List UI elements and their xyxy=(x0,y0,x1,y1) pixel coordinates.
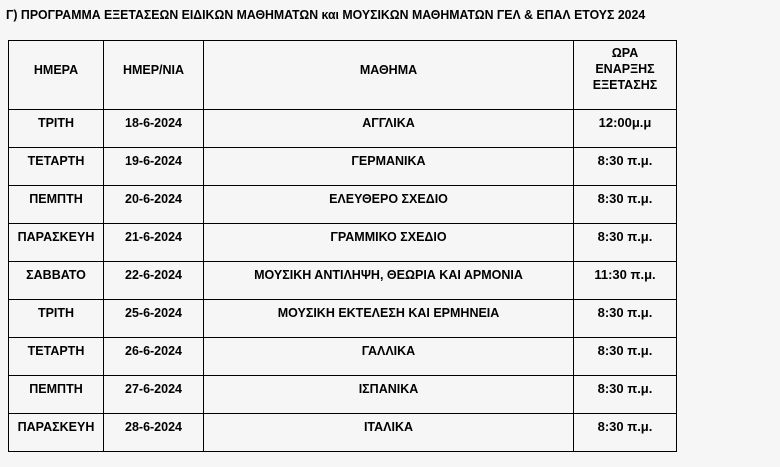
cell-date: 26-6-2024 xyxy=(104,338,204,376)
cell-subject: ΑΓΓΛΙΚΑ xyxy=(204,110,574,148)
cell-subject: ΓΡΑΜΜΙΚΟ ΣΧΕΔΙΟ xyxy=(204,224,574,262)
table-row xyxy=(9,300,677,338)
table-row xyxy=(9,262,677,300)
cell-start-time: 8:30 π.μ. xyxy=(574,376,677,414)
cell-day: ΤΡΙΤΗ xyxy=(9,300,104,338)
cell-start-time: 8:30 π.μ. xyxy=(574,186,677,224)
cell-day: ΠΑΡΑΣΚΕΥΗ xyxy=(9,414,104,452)
cell-subject: ΓΑΛΛΙΚΑ xyxy=(204,338,574,376)
cell-day: ΤΕΤΑΡΤΗ xyxy=(9,148,104,186)
cell-start-time: 11:30 π.μ. xyxy=(574,262,677,300)
table-row xyxy=(9,148,677,186)
table-row xyxy=(9,110,677,148)
cell-start-time: 8:30 π.μ. xyxy=(574,414,677,452)
header-date: ΗΜΕΡ/ΝΙΑ xyxy=(104,41,204,110)
table-row xyxy=(9,376,677,414)
cell-date: 27-6-2024 xyxy=(104,376,204,414)
table-row xyxy=(9,224,677,262)
cell-date: 20-6-2024 xyxy=(104,186,204,224)
header-start-time-line2: ΕΝΑΡΞΗΣ xyxy=(595,62,655,76)
exam-schedule-table xyxy=(8,40,677,452)
cell-date: 28-6-2024 xyxy=(104,414,204,452)
cell-start-time: 8:30 π.μ. xyxy=(574,338,677,376)
table-row xyxy=(9,338,677,376)
cell-subject: ΙΤΑΛΙΚΑ xyxy=(204,414,574,452)
cell-subject: ΕΛΕΥΘΕΡΟ ΣΧΕΔΙΟ xyxy=(204,186,574,224)
cell-day: ΤΡΙΤΗ xyxy=(9,110,104,148)
table-row xyxy=(9,414,677,452)
cell-start-time: 8:30 π.μ. xyxy=(574,148,677,186)
cell-subject: ΜΟΥΣΙΚΗ ΕΚΤΕΛΕΣΗ ΚΑΙ ΕΡΜΗΝΕΙΑ xyxy=(204,300,574,338)
header-start-time-line1: ΩΡΑ xyxy=(611,46,639,60)
cell-subject: ΜΟΥΣΙΚΗ ΑΝΤΙΛΗΨΗ, ΘΕΩΡΙΑ ΚΑΙ ΑΡΜΟΝΙΑ xyxy=(204,262,574,300)
cell-date: 21-6-2024 xyxy=(104,224,204,262)
cell-start-time: 8:30 π.μ. xyxy=(574,224,677,262)
cell-date: 25-6-2024 xyxy=(104,300,204,338)
header-start-time xyxy=(574,41,677,110)
table-row xyxy=(9,186,677,224)
cell-subject: ΓΕΡΜΑΝΙΚΑ xyxy=(204,148,574,186)
page-title: Γ) ΠΡΟΓΡΑΜΜΑ ΕΞΕΤΑΣΕΩΝ ΕΙΔΙΚΩΝ ΜΑΘΗΜΑΤΩΝ και ΜΟΥΣΙΚΩΝ ΜΑΘΗΜΑΤΩΝ ΓΕΛ & ΕΠΑΛ ΕΤΟΥΣ 2024 xyxy=(6,8,646,22)
cell-subject: ΙΣΠΑΝΙΚΑ xyxy=(204,376,574,414)
table-header-row xyxy=(9,41,677,110)
header-day: ΗΜΕΡΑ xyxy=(9,41,104,110)
cell-day: ΠΕΜΠΤΗ xyxy=(9,186,104,224)
cell-date: 18-6-2024 xyxy=(104,110,204,148)
cell-start-time: 12:00μ.μ xyxy=(574,110,677,148)
header-start-time-line3: ΕΞΕΤΑΣΗΣ xyxy=(592,78,658,92)
cell-date: 22-6-2024 xyxy=(104,262,204,300)
header-subject: ΜΑΘΗΜΑ xyxy=(204,41,574,110)
cell-start-time: 8:30 π.μ. xyxy=(574,300,677,338)
cell-day: ΠΑΡΑΣΚΕΥΗ xyxy=(9,224,104,262)
cell-day: ΤΕΤΑΡΤΗ xyxy=(9,338,104,376)
cell-date: 19-6-2024 xyxy=(104,148,204,186)
cell-day: ΠΕΜΠΤΗ xyxy=(9,376,104,414)
cell-day: ΣΑΒΒΑΤΟ xyxy=(9,262,104,300)
